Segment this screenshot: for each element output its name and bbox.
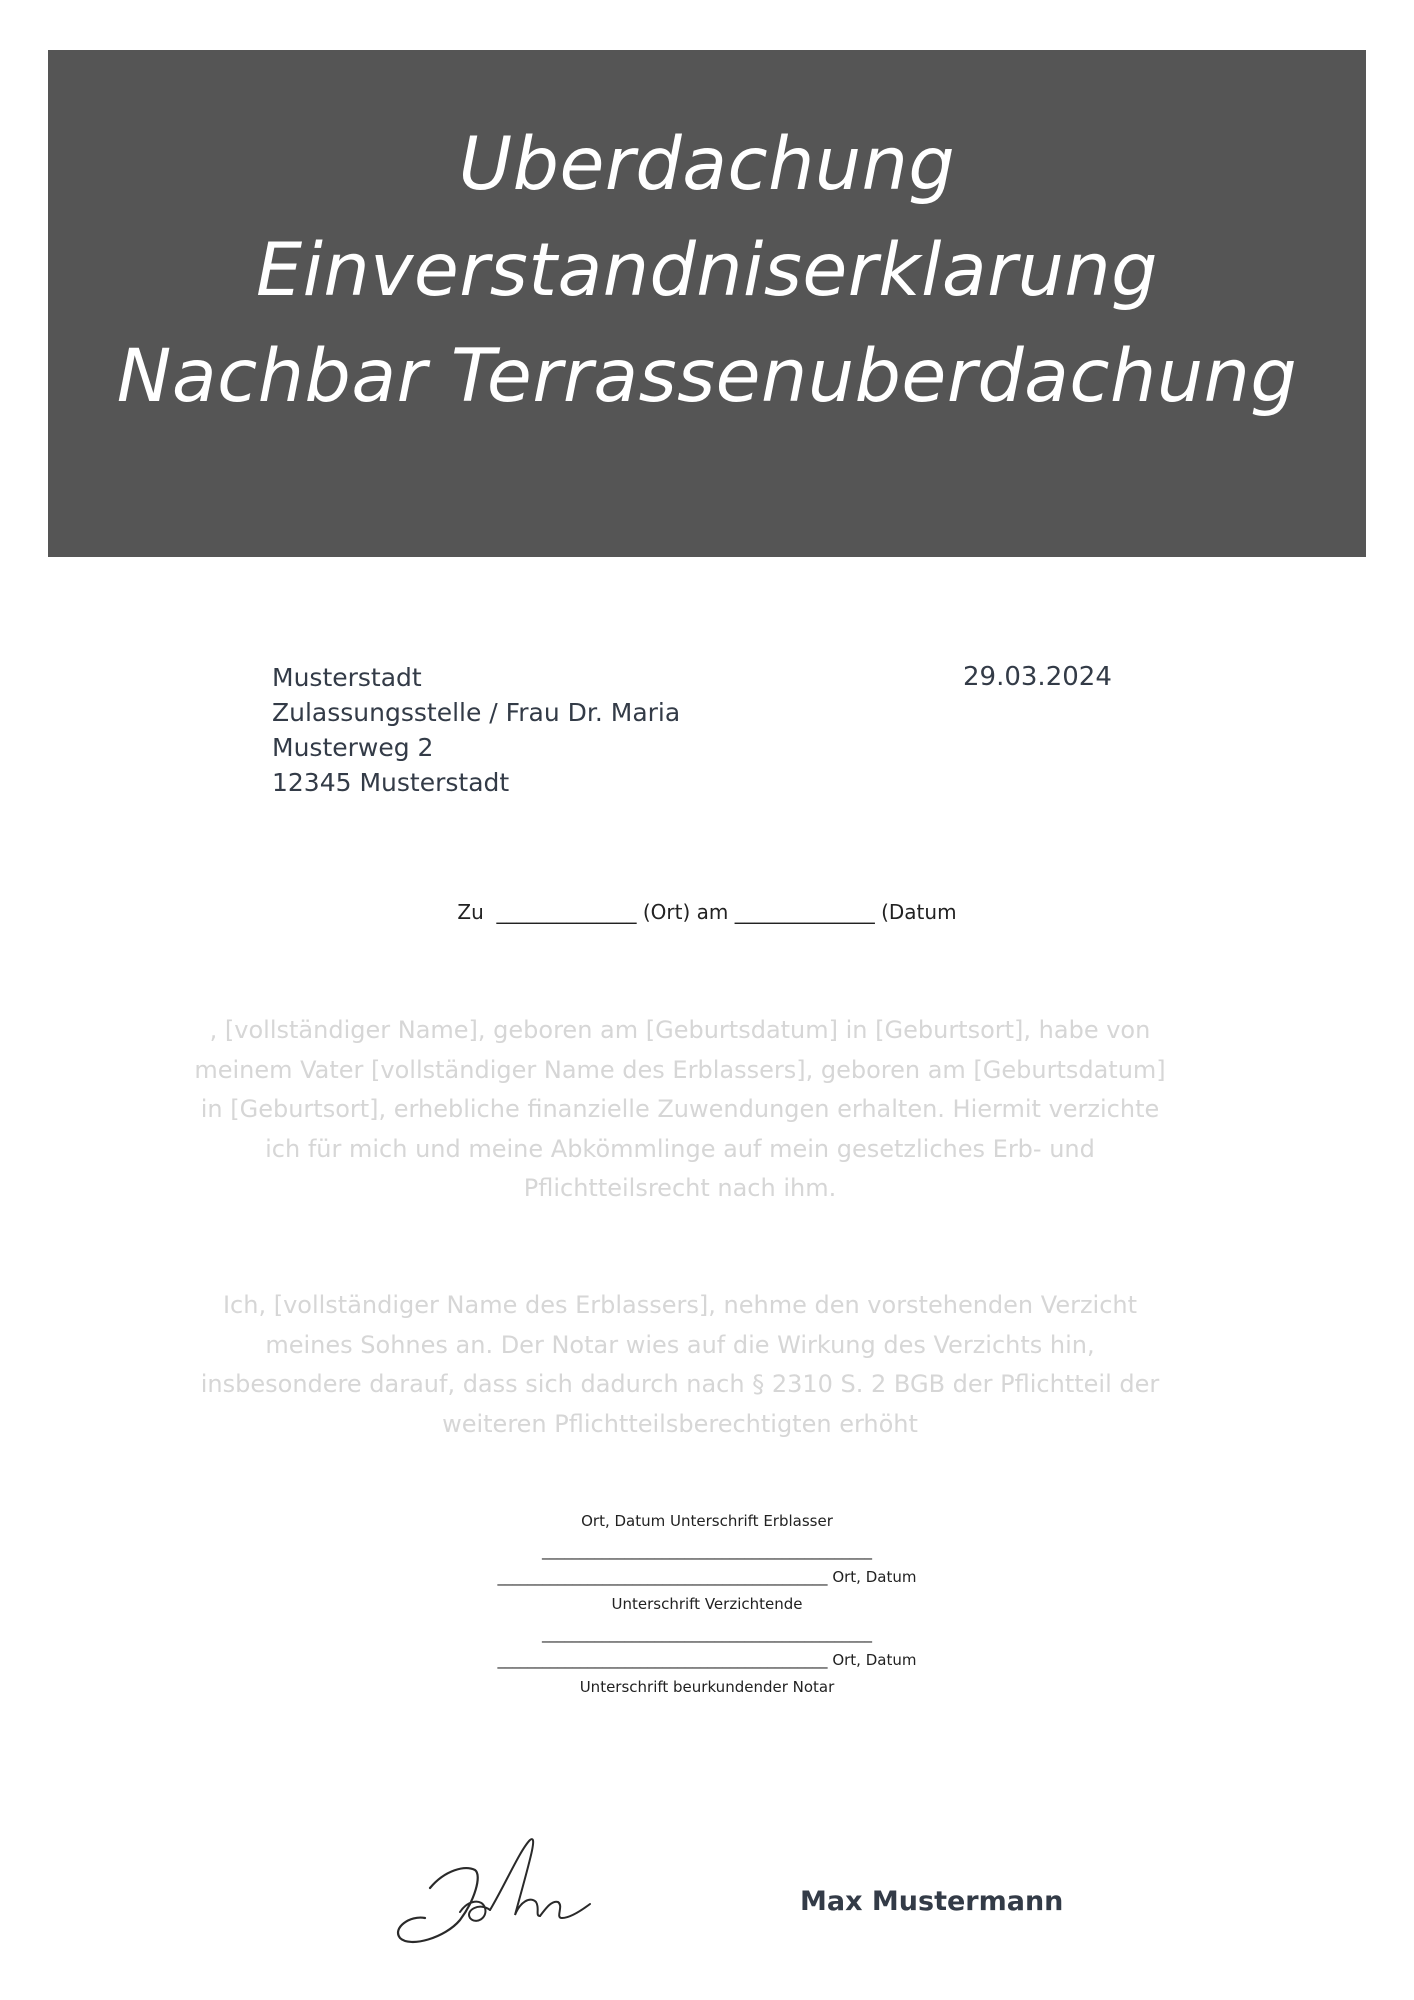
paragraph-line: meines Sohnes an. Der Notar wies auf die Wirkung des Verzichts hin, bbox=[265, 1330, 1095, 1359]
sender-office: Zulassungsstelle / Frau Dr. Maria bbox=[272, 698, 681, 727]
signature-line-2: ____________________________________________ Ort, Datum bbox=[497, 1568, 917, 1586]
handwritten-signature bbox=[390, 1830, 600, 1950]
sender-city: Musterstadt bbox=[272, 663, 422, 692]
paragraph-line: , [vollständiger Name], geboren am [Geburtsdatum] in [Geburtsort], habe von bbox=[209, 1016, 1151, 1044]
document-title bbox=[48, 112, 1366, 430]
document-date: 29.03.2024 bbox=[963, 662, 1112, 692]
title-line-2: Einverstandniserklarung bbox=[256, 228, 1158, 313]
title-line-1: Uberdachung bbox=[458, 122, 956, 207]
sender-address bbox=[272, 660, 680, 800]
paragraph-line: meinem Vater [vollständiger Name des Erblassers], geboren am [Geburtsdatum] bbox=[194, 1055, 1166, 1084]
title-line-3: Nachbar Terrassenuberdachung bbox=[116, 334, 1298, 419]
label-erblasser: Ort, Datum Unterschrift Erblasser bbox=[581, 1512, 833, 1530]
signer-name: Max Mustermann bbox=[800, 1886, 1064, 1917]
paragraph-line: Ich, [vollständiger Name des Erblassers], nehme den vorstehenden Verzicht bbox=[222, 1291, 1138, 1319]
declaration-paragraph-2 bbox=[180, 1286, 1180, 1444]
paragraph-line: ich für mich und meine Abkömmlinge auf mein gesetzliches Erb- und bbox=[265, 1134, 1095, 1163]
signature-line-3: ____________________________________________ bbox=[542, 1625, 872, 1643]
sender-street: Musterweg 2 bbox=[272, 733, 434, 762]
paragraph-line: weiteren Pflichtteilsberechtigten erhöht bbox=[442, 1409, 918, 1438]
label-verzichtende: Unterschrift Verzichtende bbox=[611, 1595, 803, 1613]
signature-line-1: ____________________________________________ bbox=[542, 1542, 872, 1560]
declaration-paragraph-1 bbox=[180, 1011, 1180, 1209]
sender-postal-city: 12345 Musterstadt bbox=[272, 768, 510, 797]
signature-line-4: ____________________________________________ Ort, Datum bbox=[497, 1651, 917, 1669]
label-notar: Unterschrift beurkundender Notar bbox=[579, 1678, 835, 1696]
place-date-line: Zu ______________ (Ort) am ______________ (Datum bbox=[457, 900, 957, 924]
paragraph-line: insbesondere darauf, dass sich dadurch nach § 2310 S. 2 BGB der Pflichtteil der bbox=[200, 1370, 1160, 1398]
paragraph-line: in [Geburtsort], erhebliche finanzielle Zuwendungen erhalten. Hiermit verzichte bbox=[200, 1095, 1160, 1123]
paragraph-line: Pflichtteilsrecht nach ihm. bbox=[523, 1174, 837, 1202]
